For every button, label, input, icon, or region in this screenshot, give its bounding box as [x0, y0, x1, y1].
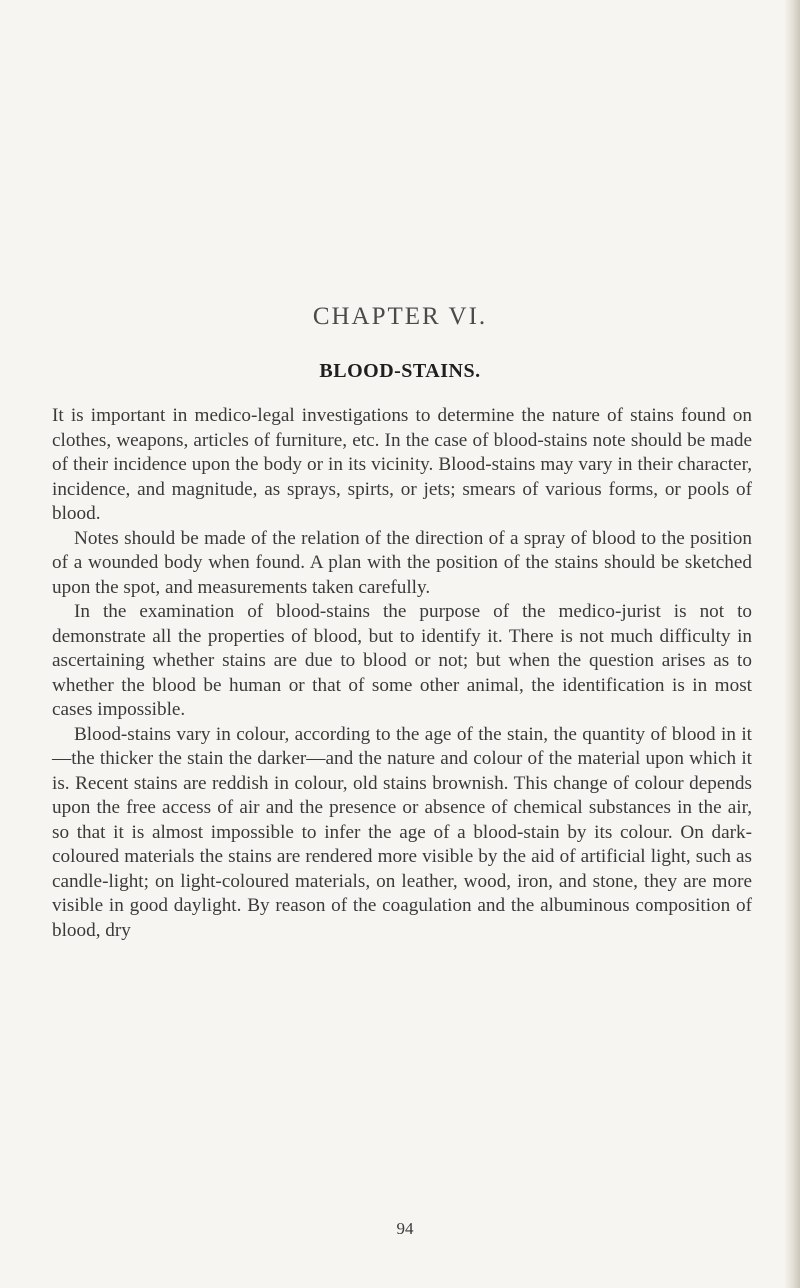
- paragraph: Blood-stains vary in colour, according to the age of the stain, the quantity of blood in it—the thicker the stain the darker—and the nature and colour of the material upon which it is. Recent stains are reddish in colour, old stains brownish. This change of colour depends upon the free access of air and the presence or absence of chemical substances in the air, so that it is almost impossible to infer the age of a blood-stain by its colour. On dark-coloured materials the stains are rendered more visible by the aid of artificial light, such as candle-light; on light-coloured materials, on leather, wood, iron, and stone, they are more visible in good daylight. By reason of the coagulation and the albuminous composition of blood, dry: [52, 723, 752, 941]
- page-edge-shadow: [784, 0, 800, 1288]
- paragraph: Notes should be made of the relation of the direction of a spray of blood to the position of a wounded body when found. A plan with the position of the stains should be sketched upon the spot, and measurements taken carefully.: [52, 527, 752, 598]
- paragraph: It is important in medico-legal investigations to determine the nature of stains found on clothes, weapons, articles of furniture, etc. In the case of blood-stains note should be made of their incidence upon the body or in its vicinity. Blood-stains may vary in their character, incidence, and magnitude, as sprays, spirts, or jets; smears of various forms, or pools of blood.: [52, 405, 752, 524]
- chapter-heading: CHAPTER VI.: [312, 303, 488, 330]
- body-text: [52, 404, 752, 943]
- section-title: BLOOD-STAINS.: [319, 360, 481, 382]
- paragraph: In the examination of blood-stains the purpose of the medico-jurist is not to demonstrate all the properties of blood, but to identify it. There is not much difficulty in ascertaining whether stains are due to blood or not; but when the question arises as to whether the blood be human or that of some other animal, the identification is in most cases impossible.: [52, 601, 752, 720]
- page-number: 94: [396, 1219, 414, 1238]
